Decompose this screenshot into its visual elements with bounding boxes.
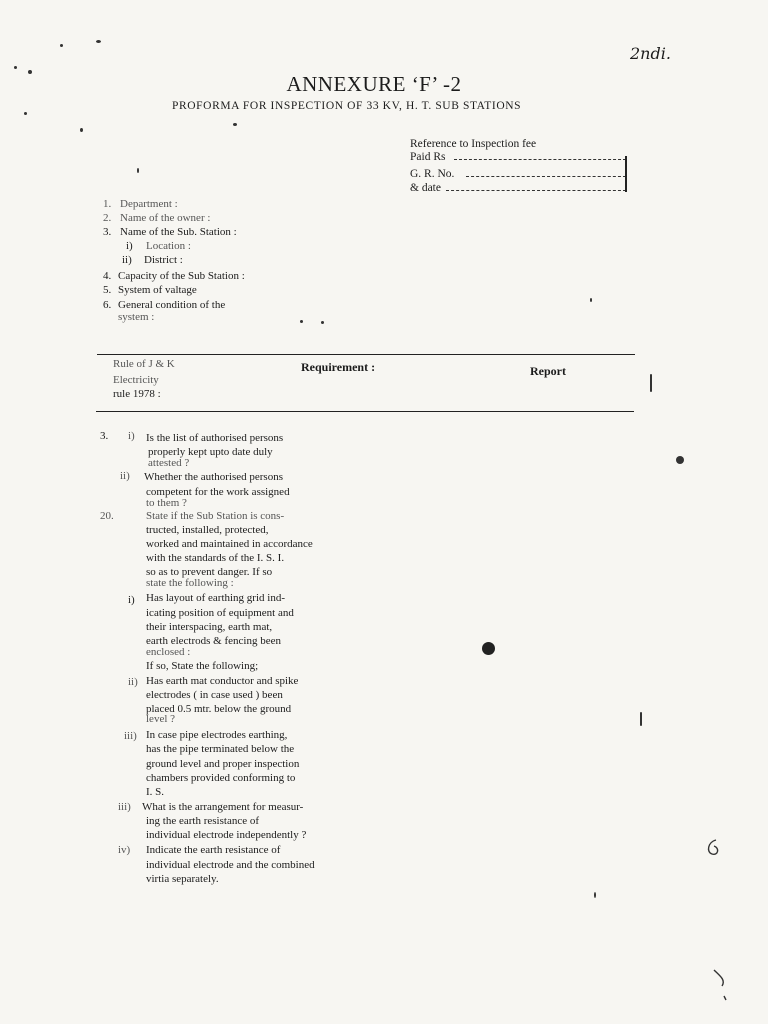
table-bottom-rule	[96, 411, 634, 412]
scan-speck	[594, 892, 596, 898]
scan-speck	[233, 123, 237, 126]
item-line: earth electrods & fencing been	[146, 635, 281, 647]
requirement-header: Requirement :	[301, 360, 376, 374]
item-line: virtia separately.	[146, 873, 219, 885]
item-line: has the pipe terminated below the	[146, 743, 295, 755]
item-num: 20.	[100, 510, 114, 522]
item-line: enclosed :	[146, 646, 191, 658]
item-line: tructed, installed, protected,	[146, 524, 269, 536]
table-top-rule	[97, 354, 635, 355]
item-line: worked and maintained in accordance	[146, 538, 313, 550]
general-label: Location :	[146, 240, 191, 252]
general-label: Name of the owner :	[120, 212, 211, 224]
general-label: Name of the Sub. Station :	[120, 226, 237, 238]
item-sub: i)	[128, 430, 135, 442]
date-label: & date	[410, 182, 441, 194]
scan-speck	[650, 374, 652, 392]
item-line: ing the earth resistance of	[146, 815, 260, 827]
rule-column-line3: rule 1978 :	[113, 388, 161, 400]
rule-column-line1: Rule of J & K	[113, 358, 175, 370]
date-dash-line	[446, 190, 626, 191]
ink-blot	[482, 642, 495, 655]
item-sub: iii)	[124, 730, 137, 742]
item-line: with the standards of the I. S. I.	[146, 552, 285, 564]
general-label: District :	[144, 254, 183, 266]
item-line: If so, State the following;	[146, 660, 259, 672]
item-sub: i)	[128, 594, 135, 606]
page-subtitle: PROFORMA FOR INSPECTION OF 33 KV, H. T. SUB STATIONS	[172, 100, 522, 112]
item-line: Indicate the earth resistance of	[146, 844, 281, 856]
item-sub: iv)	[118, 844, 131, 856]
gr-label: G. R. No.	[410, 168, 455, 180]
general-num: 2.	[103, 212, 112, 224]
page-title: ANNEXURE ‘F’ -2	[286, 72, 462, 96]
item-line: ground level and proper inspection	[146, 758, 300, 770]
general-label: Capacity of the Sub Station :	[118, 270, 245, 282]
general-label: system :	[118, 311, 155, 323]
general-label: System of valtage	[118, 284, 197, 296]
scan-speck	[28, 70, 32, 74]
scan-speck	[14, 66, 17, 69]
item-line: Whether the authorised persons	[144, 471, 283, 483]
item-line: In case pipe electrodes earthing,	[146, 729, 288, 741]
item-line: competent for the work assigned	[146, 486, 290, 498]
general-num: ii)	[122, 254, 132, 266]
item-line: so as to prevent danger. If so	[146, 566, 273, 578]
general-num: 1.	[103, 198, 112, 210]
item-line: Has earth mat conductor and spike	[146, 675, 299, 687]
report-header: Report	[530, 364, 566, 378]
stray-pen-mark	[700, 836, 724, 860]
general-label: Department :	[120, 198, 178, 210]
scan-speck	[24, 112, 27, 115]
item-line: electrodes ( in case used ) been	[146, 689, 283, 701]
reference-heading: Reference to Inspection fee	[410, 138, 537, 150]
general-label: General condition of the	[118, 299, 226, 311]
item-line: Is the list of authorised persons	[146, 432, 284, 444]
scan-speck	[80, 128, 83, 132]
paid-label: Paid Rs	[410, 151, 446, 163]
item-line: properly kept upto date duly	[148, 446, 273, 458]
item-line: State if the Sub Station is cons-	[146, 510, 285, 522]
item-line: icating position of equipment and	[146, 607, 294, 619]
item-sub: iii)	[118, 801, 131, 813]
scan-speck	[300, 320, 303, 323]
general-num: 6.	[103, 299, 112, 311]
item-line: their interspacing, earth mat,	[146, 621, 273, 633]
scan-speck	[137, 168, 139, 173]
item-line: I. S.	[146, 786, 165, 798]
item-line: What is the arrangement for measur-	[142, 801, 304, 813]
item-line: individual electrode and the combined	[146, 859, 315, 871]
item-line: placed 0.5 mtr. below the ground	[146, 703, 292, 715]
item-line: chambers provided conforming to	[146, 772, 296, 784]
general-num: 3.	[103, 226, 112, 238]
rule-column-line2: Electricity	[113, 374, 159, 386]
item-line: state the following :	[146, 577, 234, 589]
handwritten-note: 2ndi.	[630, 44, 671, 63]
scan-speck	[676, 456, 684, 464]
item-num: 3.	[100, 430, 109, 442]
paid-dash-line	[454, 159, 626, 160]
item-line: individual electrode independently ?	[146, 829, 307, 841]
reference-bracket	[625, 156, 627, 192]
general-num: 5.	[103, 284, 112, 296]
item-line: attested ?	[148, 457, 190, 469]
item-line: Has layout of earthing grid ind-	[146, 592, 285, 604]
stray-pen-mark	[708, 966, 732, 1006]
scan-speck	[640, 712, 642, 726]
scan-speck	[96, 40, 101, 43]
general-num: i)	[126, 240, 133, 252]
scan-speck	[321, 321, 324, 324]
gr-dash-line	[466, 176, 626, 177]
item-sub: ii)	[128, 676, 138, 688]
scan-speck	[60, 44, 63, 47]
general-num: 4.	[103, 270, 112, 282]
item-sub: ii)	[120, 470, 130, 482]
item-line: level ?	[146, 713, 176, 725]
item-line: to them ?	[146, 497, 187, 509]
scan-speck	[590, 298, 592, 302]
